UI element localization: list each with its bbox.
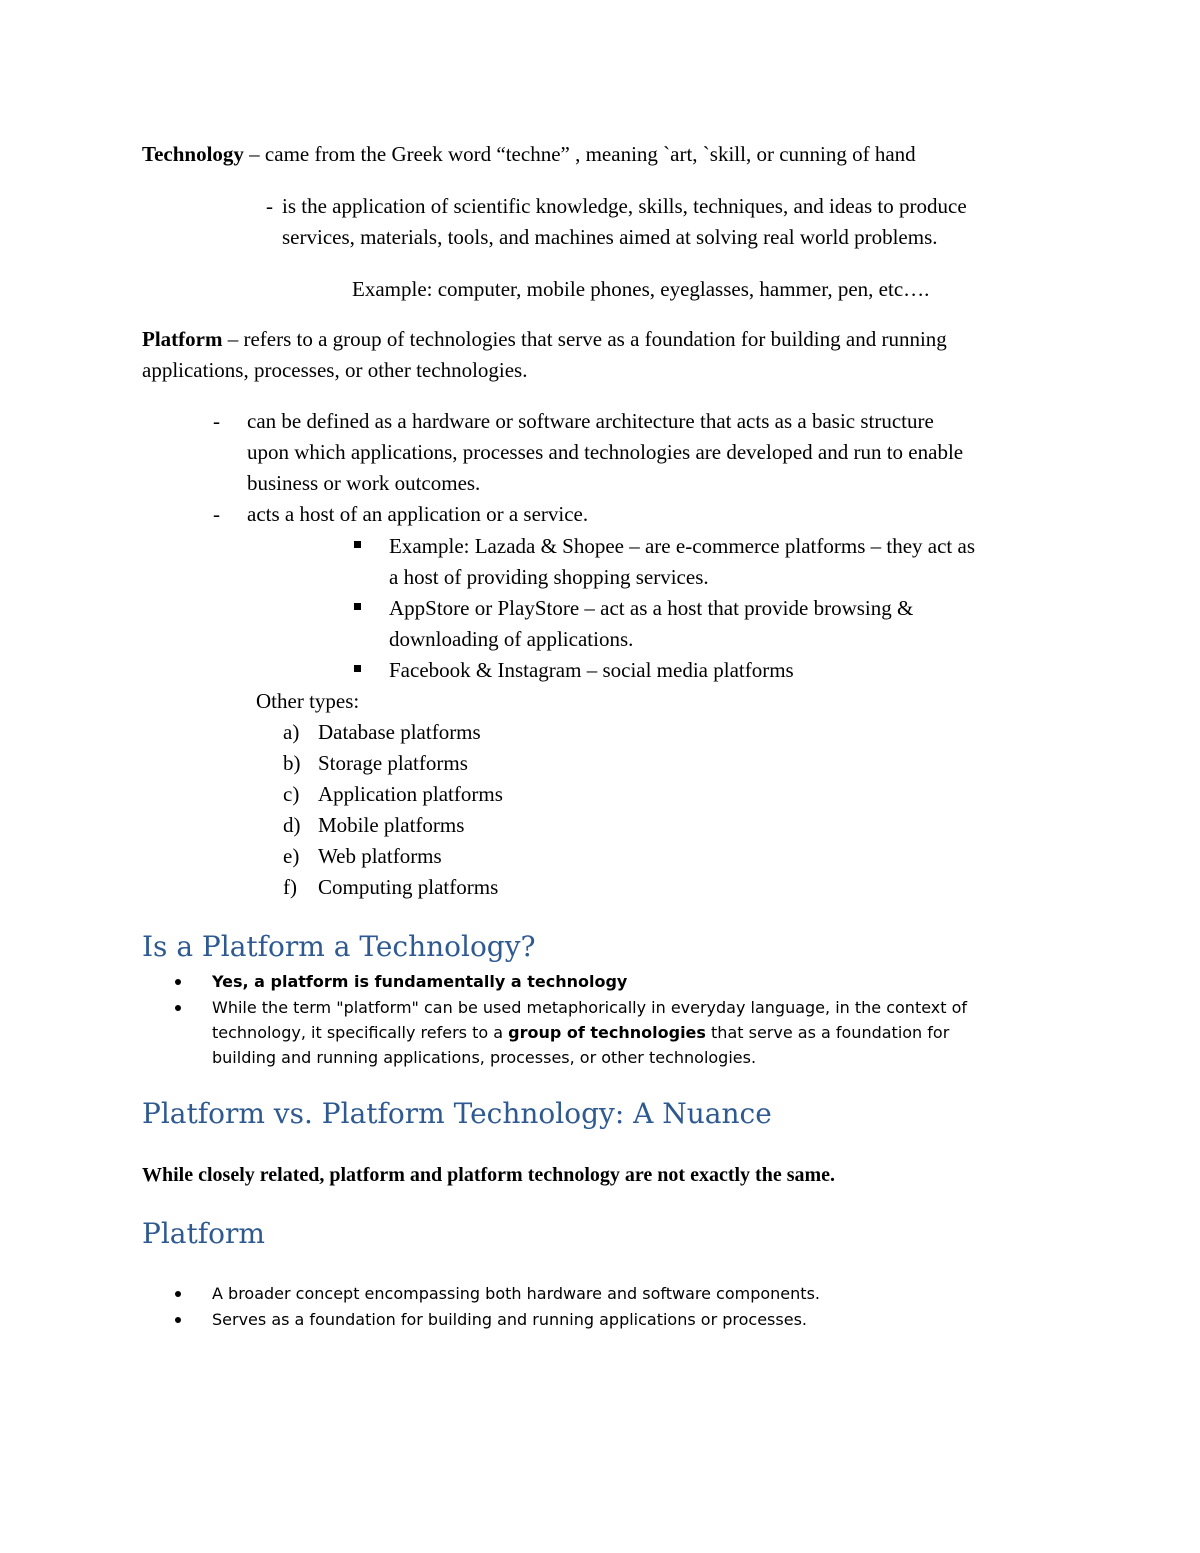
bullet-dot-icon: [175, 979, 181, 985]
other-type-item: Mobile platforms: [318, 813, 465, 837]
list-item-line: acts a host of an application or a service.: [247, 502, 589, 526]
section-bullet: Serves as a foundation for building and running applications or processes.: [212, 1310, 807, 1329]
bullet-dot-icon: [175, 1291, 181, 1297]
square-bullet-icon: [354, 603, 361, 610]
bullet-text: that serve as a foundation for: [705, 1023, 950, 1042]
dash-marker: -: [266, 194, 273, 218]
section-heading: Platform vs. Platform Technology: A Nuance: [142, 1097, 772, 1130]
list-item-line: AppStore or PlayStore – act as a host that provide browsing &: [389, 596, 914, 620]
list-marker: b): [283, 751, 301, 775]
technology-definition: [142, 139, 916, 170]
technology-example: Example: computer, mobile phones, eyeglasses, hammer, pen, etc….: [352, 277, 930, 301]
list-item-line: can be defined as a hardware or software architecture that acts as a basic structure: [247, 409, 934, 433]
bullet-dot-icon: [175, 1317, 181, 1323]
other-type-item: Application platforms: [318, 782, 503, 806]
section-heading: Platform: [142, 1217, 265, 1250]
technology-bullet-line: services, materials, tools, and machines aimed at solving real world problems.: [282, 225, 938, 249]
list-marker: f): [283, 875, 297, 899]
technology-term: Technology: [142, 142, 244, 166]
platform-definition-text: – refers to a group of technologies that serve as a foundation for building and running: [222, 327, 947, 351]
list-marker: c): [283, 782, 300, 806]
dash-marker: -: [213, 409, 220, 433]
other-type-item: Web platforms: [318, 844, 442, 868]
section-bullet-line: building and running applications, processes, or other technologies.: [212, 1048, 757, 1067]
technology-definition-text: – came from the Greek word “techne” , meaning `art, `skill, or cunning of hand: [243, 142, 916, 166]
list-marker: d): [283, 813, 301, 837]
bullet-text: technology, it specifically refers to a: [212, 1023, 509, 1042]
list-marker: a): [283, 720, 300, 744]
section-heading: Is a Platform a Technology?: [142, 930, 536, 963]
list-item-line: downloading of applications.: [389, 627, 634, 651]
dash-marker: -: [213, 502, 220, 526]
list-item-line: upon which applications, processes and technologies are developed and run to enable: [247, 440, 964, 464]
section-bullet-line: [212, 1020, 949, 1045]
other-type-item: Database platforms: [318, 720, 481, 744]
platform-definition-line: applications, processes, or other technologies.: [142, 358, 528, 382]
platform-term: Platform: [142, 327, 223, 351]
list-item-line: a host of providing shopping services.: [389, 565, 709, 589]
list-item-line: Example: Lazada & Shopee – are e-commerce platforms – they act as: [389, 534, 975, 558]
technology-bullet-line: is the application of scientific knowledge, skills, techniques, and ideas to produce: [282, 194, 967, 218]
square-bullet-icon: [354, 665, 361, 672]
list-item-line: Facebook & Instagram – social media platforms: [389, 658, 794, 682]
section-bullet: A broader concept encompassing both hardware and software components.: [212, 1284, 820, 1303]
platform-definition: [142, 324, 947, 355]
section-bullet: Yes, a platform is fundamentally a technology: [212, 972, 628, 991]
other-types-label: Other types:: [256, 689, 360, 713]
section-statement: While closely related, platform and platform technology are not exactly the same.: [142, 1164, 836, 1186]
other-type-item: Storage platforms: [318, 751, 468, 775]
section-bullet-line: While the term "platform" can be used metaphorically in everyday language, in the context of: [212, 998, 968, 1017]
bullet-bold-text: group of technologies: [508, 1023, 706, 1042]
list-marker: e): [283, 844, 300, 868]
list-item-line: business or work outcomes.: [247, 471, 481, 495]
other-type-item: Computing platforms: [318, 875, 499, 899]
square-bullet-icon: [354, 541, 361, 548]
bullet-dot-icon: [175, 1005, 181, 1011]
